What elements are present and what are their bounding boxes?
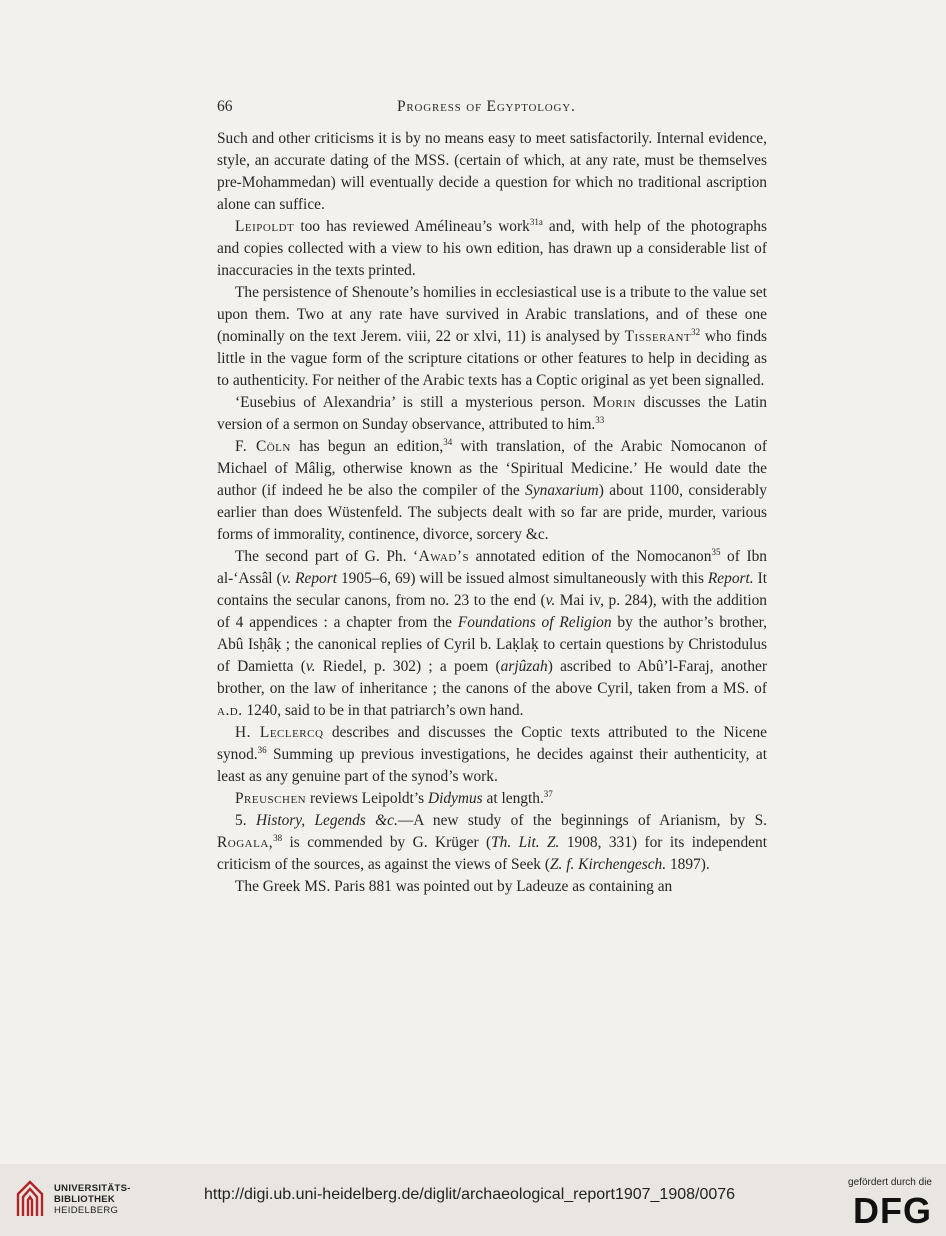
footnote-ref: 37 [543, 789, 553, 799]
author-name: Rogala, [217, 834, 274, 851]
paragraph-6: The second part of G. Ph. ‘Awad’s annotated edition of the Nomocanon$^{35}$ of Ibn al-‘Assâl (v. Report 1905–6, 69) will be issued almost simultaneously with this Report. It contains the secular canons, from no. 23 to the end (v. Mai iv, p. 284), with the addition of 4 appendices : a chapter from the Foundations of Religion by the author’s brother, Abû Isḥâḳ ; the canonical replies of Cyril b. Laḳlaḳ to certain questions by Christodulus of Damietta (v. Riedel, p. 302) ; a poem (arjûzah) ascribed to Abû’l-Faraj, another brother, on the law of inheritance ; the canons of the above Cyril, taken from a MS. of a.d. 1240, said to be in that patriarch’s own hand. [217, 547, 768, 719]
viewer-footer [0, 1164, 946, 1236]
university-library-logo-icon [12, 1178, 48, 1222]
footnote-ref: 36 [257, 745, 267, 755]
paragraph-4: ‘Eusebius of Alexandria’ is still a mysterious person. Morin discusses the Latin version of a sermon on Sunday observance, attributed to him.$^{33}$ [217, 394, 767, 433]
paragraph-3: The persistence of Shenoute’s homilies in ecclesiastical use is a tribute to the value set upon them. Two at any rate have survived in Arabic translations, and of these one (nominally on the text Jerem. viii, 22 or xlvi, 11) is analysed by Tisserant$^{32}$ who finds little in the vague form of the scripture citations or other features to help in deciding as to authenticity. For neither of the Arabic texts has a Coptic original as yet been signalled. [217, 284, 767, 389]
author-name: Preuschen [235, 790, 307, 807]
paragraph-8: Preuschen reviews Leipoldt’s Didymus at length.$^{37}$ [235, 789, 553, 807]
paragraph-2: Leipoldt too has reviewed Amélineau’s work$^{31a}$ and, with help of the photographs and copies collected with a view to his own edition, has drawn up a considerable list of inaccuracies in the texts printed. [217, 217, 767, 279]
page-header [217, 98, 767, 120]
university-library-name: UNIVERSITÄTS- BIBLIOTHEK HEIDELBERG [54, 1183, 131, 1216]
page-number: 66 [217, 98, 233, 115]
footnote-ref: 38 [273, 833, 283, 843]
body-text [217, 128, 767, 898]
footnote-ref: 32 [691, 327, 701, 337]
author-name: H. Leclercq [235, 724, 324, 741]
paragraph-1: Such and other criticisms it is by no means easy to meet satisfactorily. Internal evidence, style, an accurate dating of the MSS. (certain of which, at any rate, must be themselves pre-Mohammedan) will eventually decide a question for which no traditional ascription alone can suffice. [217, 130, 767, 213]
author-name: F. Cöln [235, 438, 291, 455]
author-name: Tisserant [624, 328, 692, 345]
footnote-ref: 31a [529, 217, 543, 227]
paragraph-9: 5. History, Legends &c.—A new study of the beginnings of Arianism, by S. Rogala,$^{38}$ is commended by G. Krüger (Th. Lit. Z. 1908, 331) for its independent criticism of the sources, as against the views of Seek (Z. f. Kirchengesch. 1897). [217, 812, 768, 873]
paragraph-7: H. Leclercq describes and discusses the Coptic texts attributed to the Nicene synod.$^{36}$ Summing up previous investigations, he decides against their authenticity, at least as any genuine part of the synod’s work. [217, 724, 767, 785]
funder-label: gefördert durch die [848, 1177, 932, 1188]
running-title: Progress of Egyptology. [397, 98, 576, 115]
footnote-ref: 35 [711, 547, 721, 557]
author-name: ‘Awad’s [413, 548, 470, 565]
footnote-ref: 34 [443, 437, 453, 447]
paragraph-5: F. Cöln has begun an edition,$^{34}$ with translation, of the Arabic Nomocanon of Michael of Mâlig, otherwise known as the ‘Spiritual Medicine.’ He would date the author (if indeed he be also the compiler of the Synaxarium) about 1100, considerably earlier than does Wüstenfeld. The subjects dealt with so far are pride, murder, various forms of immorality, continence, divorce, sorcery &c. [217, 437, 767, 543]
dfg-logo: DFG [853, 1190, 932, 1231]
author-name: Morin [592, 394, 636, 411]
paragraph-10: The Greek MS. Paris 881 was pointed out by Ladeuze as containing an [235, 878, 673, 895]
section-heading: History, Legends &c. [255, 812, 398, 829]
footnote-ref: 33 [595, 415, 605, 425]
permalink-url[interactable]: http://digi.ub.uni-heidelberg.de/diglit/archaeological_report1907_1908/0076 [204, 1186, 736, 1203]
author-name: Leipoldt [235, 218, 295, 235]
